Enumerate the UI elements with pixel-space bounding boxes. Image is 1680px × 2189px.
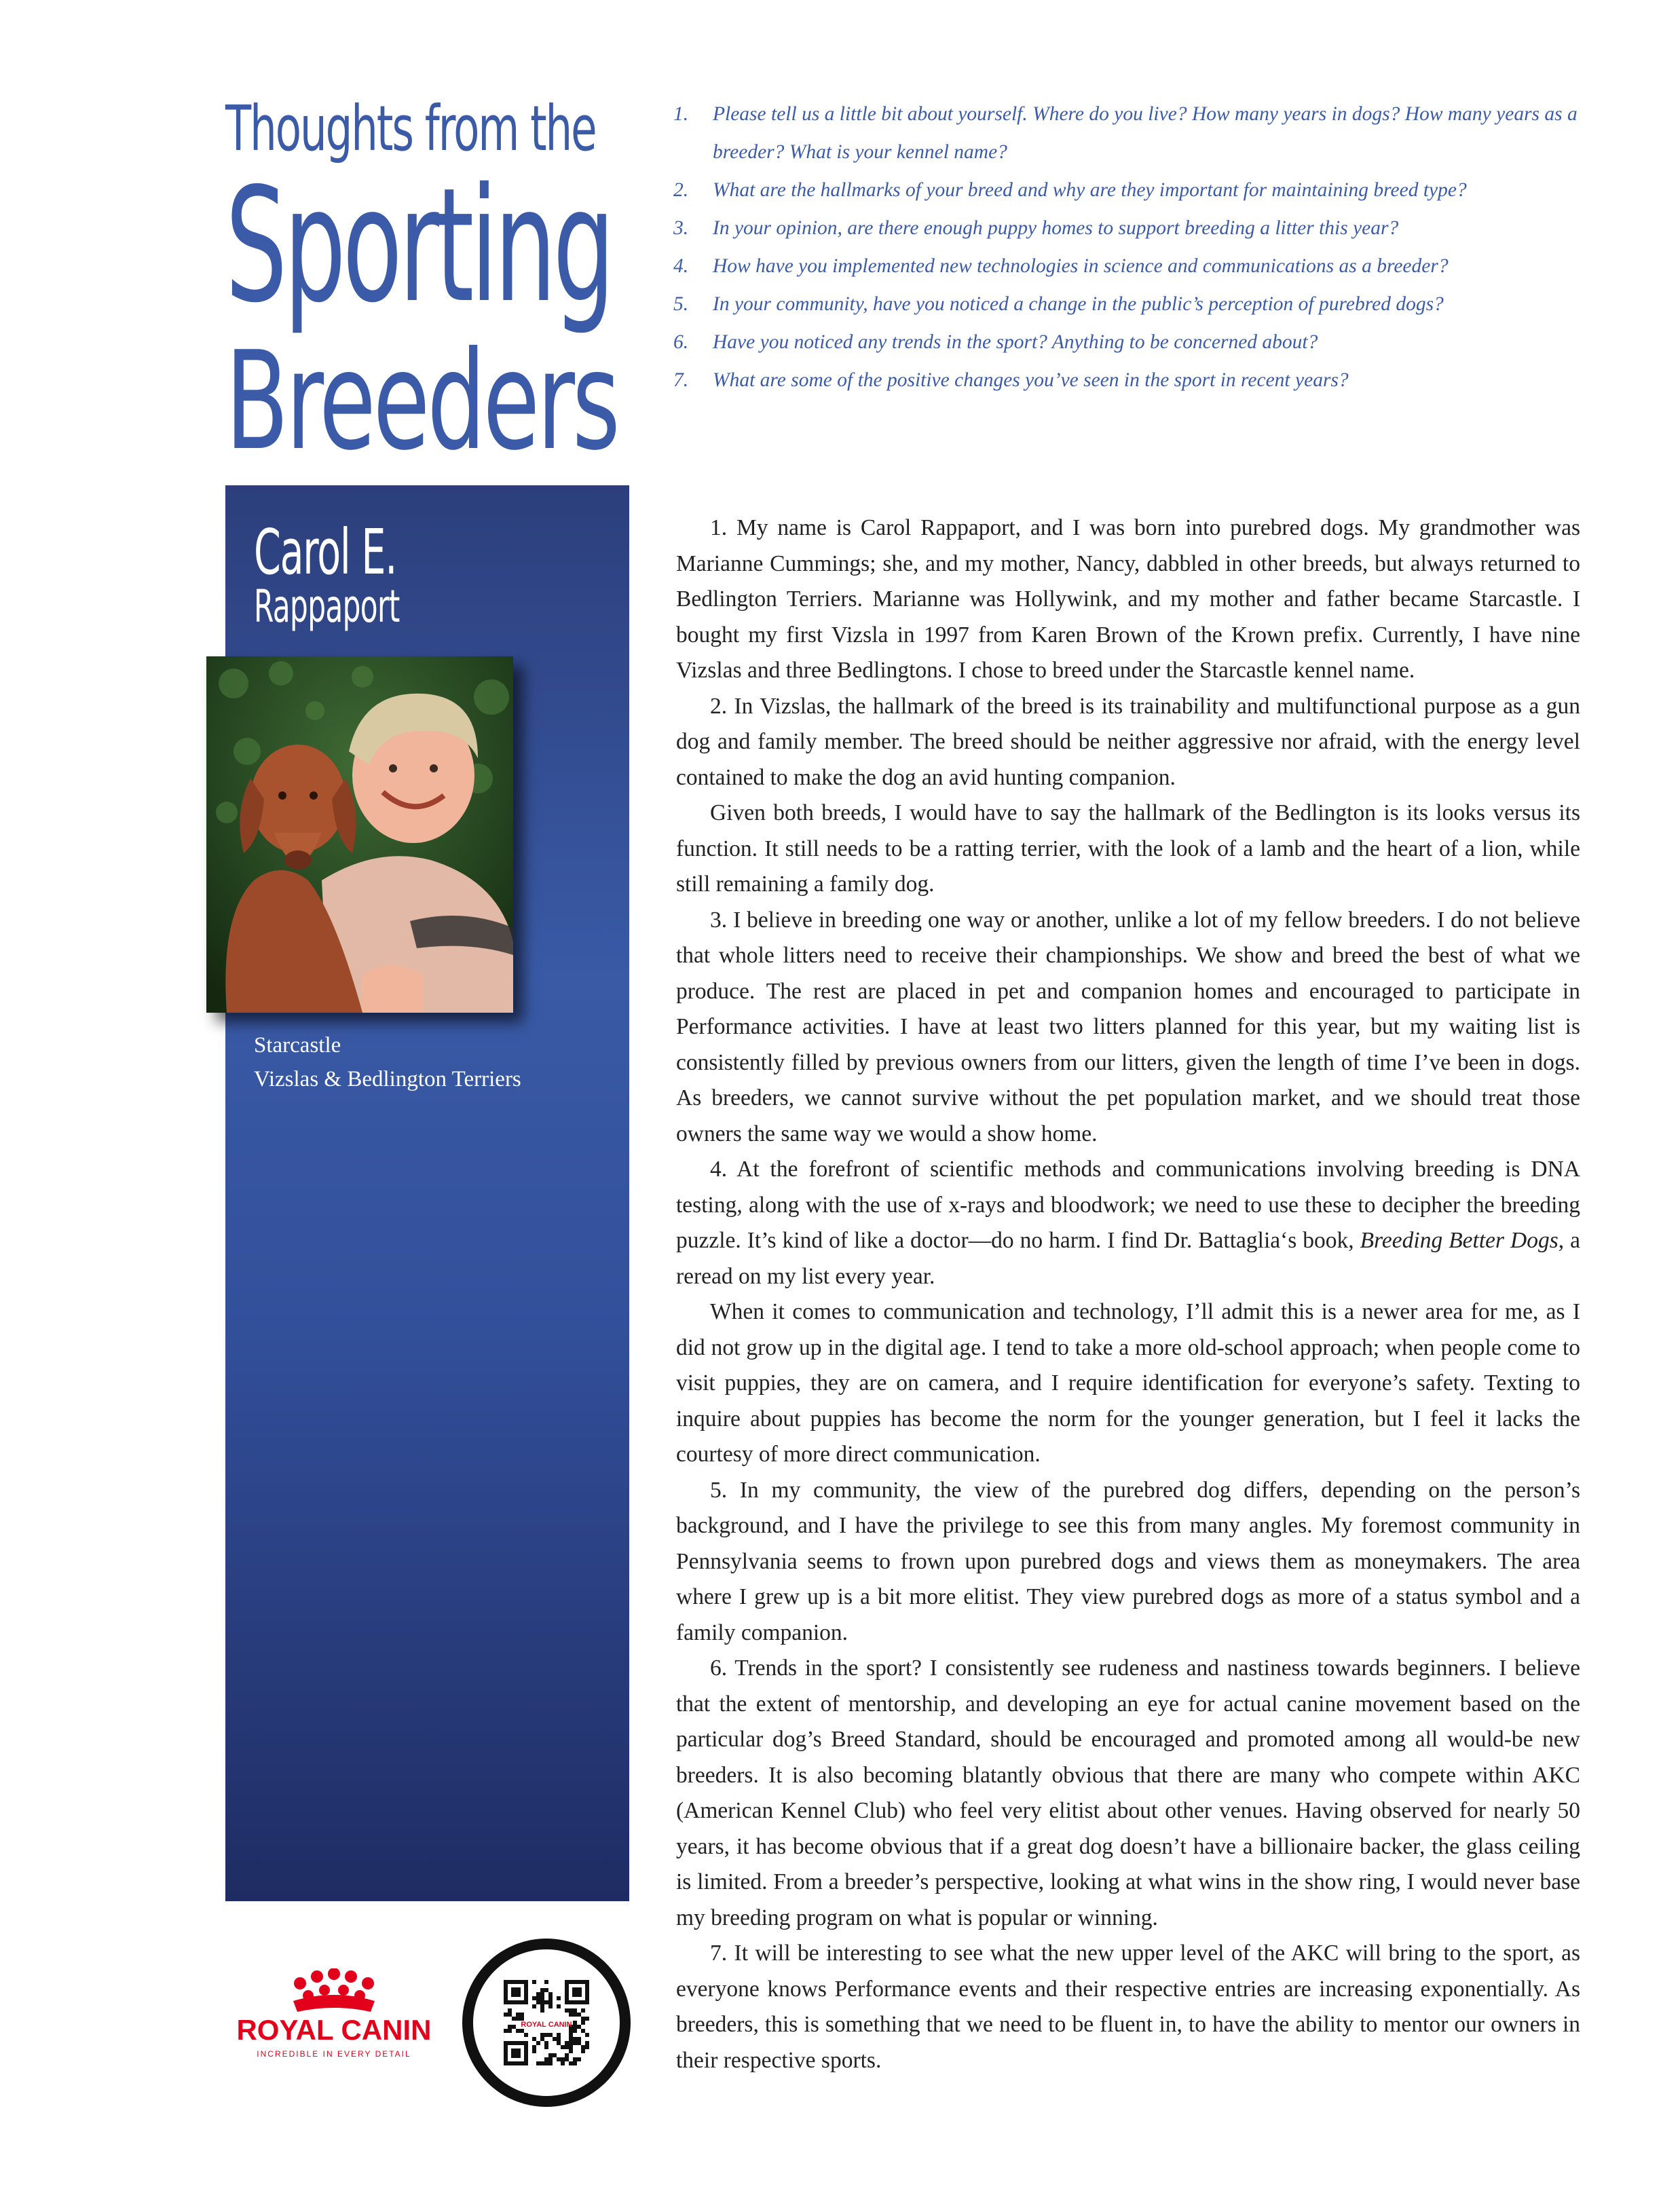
breeder-photo <box>206 656 513 1013</box>
breeder-first-name: Carol E. <box>254 516 397 588</box>
question-item <box>673 95 1583 171</box>
question-number: 5. <box>673 293 689 315</box>
answer-paragraph <box>676 1152 1580 1294</box>
title-line-3: Breeders <box>225 322 618 481</box>
question-number: 7. <box>673 369 689 391</box>
brand-name: ROYAL CANIN <box>236 2014 432 2046</box>
question-item <box>673 285 1583 323</box>
breeder-last-name: Rappaport <box>254 580 400 633</box>
answer-paragraph: 2. In Vizslas, the hallmark of the breed is its trainability and multifunctional purpose as a gun dog and family member. The breed should be neither aggressive nor afraid, with the energy level contained to make the dog an avid hunting companion. <box>676 693 1580 790</box>
question-text: What are the hallmarks of your breed and why are they important for maintaining breed type? <box>713 179 1467 201</box>
answer-paragraph: 3. I believe in breeding one way or another, unlike a lot of my fellow breeders. I do not believe that whole litters need to receive their championships. We show and breed the best of what we produce. The rest are placed in pet and companion homes and encouraged to participate in Performance activities. I have at least two litters planned for this year, but my waiting list is consistently filled by previous owners from our litters, given the length of time I’ve been in dogs. As breeders, we cannot survive without the pet population market, and we should treat those owners the same way we would a show home. <box>676 907 1580 1146</box>
answer-paragraph: 1. My name is Carol Rappaport, and I was born into purebred dogs. My grandmother was Marianne Cummings; she, and my mother, Nancy, dabbled in other breeds, but always returned to Bedlington Terriers. Marianne was Hollywink, and my mother and father became Starcastle. I bought my first Vizsla in 1997 from Karen Brown of the Krown prefix. Currently, I have nine Vizslas and three Bedlingtons. I chose to breed under the Starcastle kennel name. <box>676 515 1580 683</box>
royal-canin-logo <box>225 1968 443 2063</box>
questions-list <box>673 95 1583 399</box>
question-text: Please tell us a little bit about yourself. Where do you live? How many years in dogs? How many years as a breeder? What is your kennel name? <box>713 103 1578 163</box>
question-number: 1. <box>673 103 689 125</box>
question-text: How have you implemented new technologies in science and communications as a breeder? <box>713 255 1449 277</box>
question-item <box>673 171 1583 209</box>
question-item <box>673 323 1583 361</box>
question-text: Have you noticed any trends in the sport? Anything to be concerned about? <box>713 331 1318 353</box>
question-number: 2. <box>673 179 689 201</box>
answer-paragraph: 7. It will be interesting to see what the new upper level of the AKC will bring to the sport, as everyone knows Performance events and their respective entries are increasing exponentially. As breeders, this is something that we need to be fluent in, to have the ability to mentor our owners in their respective sports. <box>676 1941 1580 2073</box>
answer-paragraph: 6. Trends in the sport? I consistently see rudeness and nastiness towards beginners. I believe that the extent of mentorship, and developing an eye for actual canine movement based on the particular dog’s Breed Standard, should be encouraged and promoted among all would-be new breeders. It is also becoming blatantly obvious that there are many who compete within AKC (American Kennel Club) who feel very elitist about other venues. Having observed for nearly 50 years, it has become obvious that if a great dog doesn’t have a billionaire backer, the glass ceiling is limited. From a breeder’s perspective, looking at what wins in the show ring, I would never base my breeding program on what is popular or winning. <box>676 1655 1580 1930</box>
qr-code[interactable] <box>462 1938 631 2108</box>
question-text: What are some of the positive changes you’ve seen in the sport in recent years? <box>713 369 1349 391</box>
question-text: In your community, have you noticed a change in the public’s perception of purebred dogs? <box>713 293 1444 315</box>
kennel-info <box>254 1028 521 1096</box>
answer-text: , a reread on my list every year. <box>676 1228 1580 1289</box>
question-item <box>673 247 1583 285</box>
answer-paragraph: When it comes to communication and technology, I’ll admit this is a newer area for me, as I did not grow up in the digital age. I tend to take a more old-school approach; when people come to visit puppies, they are on camera, and I require identification for everyone’s safety. Texting to inquire about puppies has become the norm for the younger generation, but I feel it lacks the courtesy of more direct communication. <box>676 1299 1580 1467</box>
book-title: Breeding Better Dogs <box>1360 1228 1558 1253</box>
question-text: In your opinion, are there enough puppy homes to support breeding a litter this year? <box>713 217 1399 239</box>
qr-brand-label: ROYAL CANIN <box>521 2021 572 2029</box>
question-item <box>673 361 1583 399</box>
answer-text: 4. At the forefront of scientific methods and communications involving breeding is DNA testing, along with the use of x-rays and bloodwork; we need to use these to decipher the breeding puzzle. It’s kind of like a doctor—do no harm. I find Dr. Battaglia‘s book, <box>676 1157 1580 1253</box>
title-line-2: Sporting <box>225 154 612 337</box>
answer-paragraph: Given both breeds, I would have to say the hallmark of the Bedlington is its looks versus its function. It still needs to be a ratting terrier, with the look of a lamb and the heart of a lion, while still remaining a family dog. <box>676 800 1580 897</box>
question-number: 3. <box>673 217 689 239</box>
title-line-1: Thoughts from the <box>225 92 596 165</box>
question-number: 6. <box>673 331 689 353</box>
qr-code-icon[interactable] <box>462 1938 631 2108</box>
question-item <box>673 209 1583 247</box>
article-body <box>676 510 1580 2078</box>
breeder-sidebar <box>225 485 629 1901</box>
page-title <box>225 92 646 481</box>
kennel-breeds: Vizslas & Bedlington Terriers <box>254 1067 521 1091</box>
crown-icon <box>225 1968 443 2063</box>
kennel-name: Starcastle <box>254 1033 341 1058</box>
answer-paragraph: 5. In my community, the view of the purebred dog differs, depending on the person’s background, and I have the privilege to see this from many angles. My foremost community in Pennsylvania seems to frown upon purebred dogs and views them as moneymakers. The area where I grew up is a bit more elitist. They view purebred dogs as more of a status symbol and a family companion. <box>676 1477 1580 1645</box>
brand-tagline: INCREDIBLE IN EVERY DETAIL <box>257 2049 411 2059</box>
breeder-with-vizsla-image <box>206 656 513 1013</box>
question-number: 4. <box>673 255 689 277</box>
